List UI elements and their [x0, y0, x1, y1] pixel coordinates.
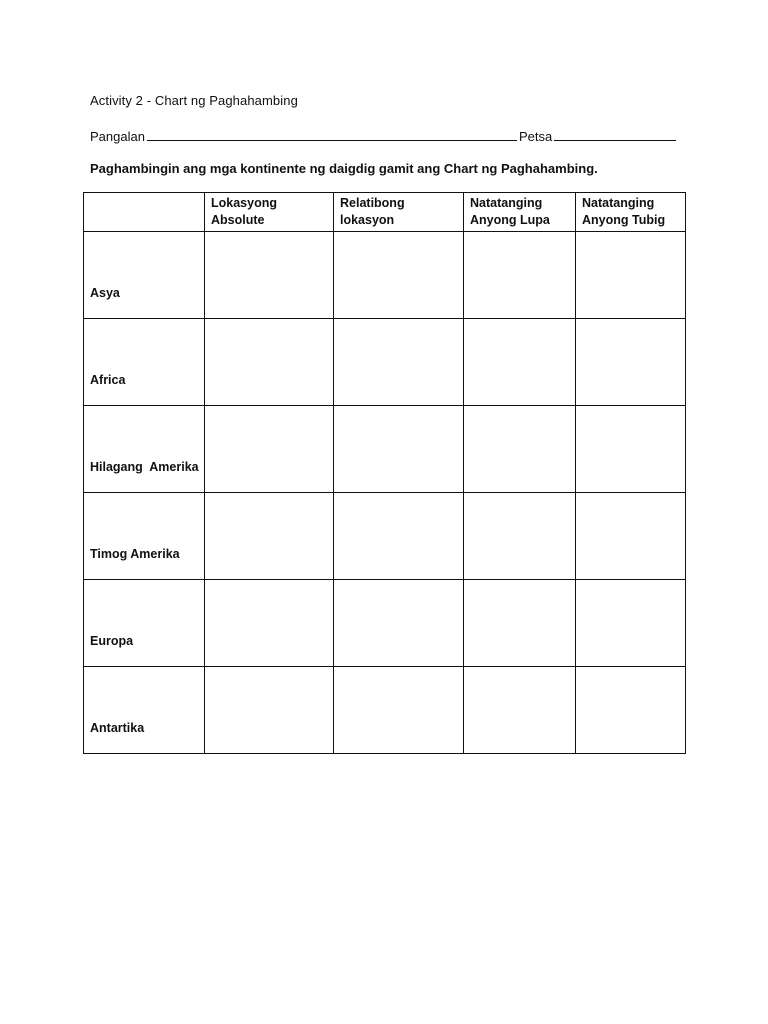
- header-cell-landforms: Natatanging Anyong Lupa: [464, 193, 576, 232]
- answer-cell[interactable]: [464, 232, 576, 319]
- answer-cell[interactable]: [334, 493, 464, 580]
- row-label: Timog Amerika: [84, 493, 205, 580]
- answer-cell[interactable]: [576, 319, 686, 406]
- answer-cell[interactable]: [205, 319, 334, 406]
- answer-cell[interactable]: [205, 580, 334, 667]
- table-row: [84, 493, 686, 580]
- header-cell-bodies-of-water: Natatanging Anyong Tubig: [576, 193, 686, 232]
- answer-cell[interactable]: [576, 232, 686, 319]
- answer-cell[interactable]: [334, 667, 464, 754]
- page-title: Activity 2 - Chart ng Paghahambing: [90, 93, 298, 108]
- table-row: [84, 580, 686, 667]
- answer-cell[interactable]: [576, 667, 686, 754]
- answer-cell[interactable]: [334, 580, 464, 667]
- table-row: [84, 406, 686, 493]
- header-row: [84, 193, 686, 232]
- instruction-text: Paghambingin ang mga kontinente ng daigdig gamit ang Chart ng Paghahambing.: [90, 161, 598, 176]
- header-cell-relative-location: Relatibong lokasyon: [334, 193, 464, 232]
- table-row: [84, 232, 686, 319]
- date-label: Petsa: [518, 129, 553, 144]
- name-label: Pangalan: [90, 129, 145, 144]
- row-label: Asya: [84, 232, 205, 319]
- answer-cell[interactable]: [205, 667, 334, 754]
- row-label: Europa: [84, 580, 205, 667]
- name-field[interactable]: [147, 128, 517, 141]
- row-label: Antartika: [84, 667, 205, 754]
- row-label: Africa: [84, 319, 205, 406]
- answer-cell[interactable]: [576, 493, 686, 580]
- name-date-line: [90, 128, 678, 144]
- answer-cell[interactable]: [205, 232, 334, 319]
- table-row: [84, 667, 686, 754]
- answer-cell[interactable]: [464, 580, 576, 667]
- answer-cell[interactable]: [576, 580, 686, 667]
- table-row: [84, 319, 686, 406]
- date-field[interactable]: [554, 128, 676, 141]
- header-cell-absolute-location: Lokasyong Absolute: [205, 193, 334, 232]
- answer-cell[interactable]: [205, 493, 334, 580]
- answer-cell[interactable]: [334, 406, 464, 493]
- comparison-chart: [83, 192, 686, 754]
- answer-cell[interactable]: [576, 406, 686, 493]
- header-cell-empty: [84, 193, 205, 232]
- answer-cell[interactable]: [334, 232, 464, 319]
- answer-cell[interactable]: [464, 406, 576, 493]
- answer-cell[interactable]: [334, 319, 464, 406]
- answer-cell[interactable]: [464, 319, 576, 406]
- answer-cell[interactable]: [205, 406, 334, 493]
- row-label: Hilagang Amerika: [84, 406, 205, 493]
- answer-cell[interactable]: [464, 493, 576, 580]
- answer-cell[interactable]: [464, 667, 576, 754]
